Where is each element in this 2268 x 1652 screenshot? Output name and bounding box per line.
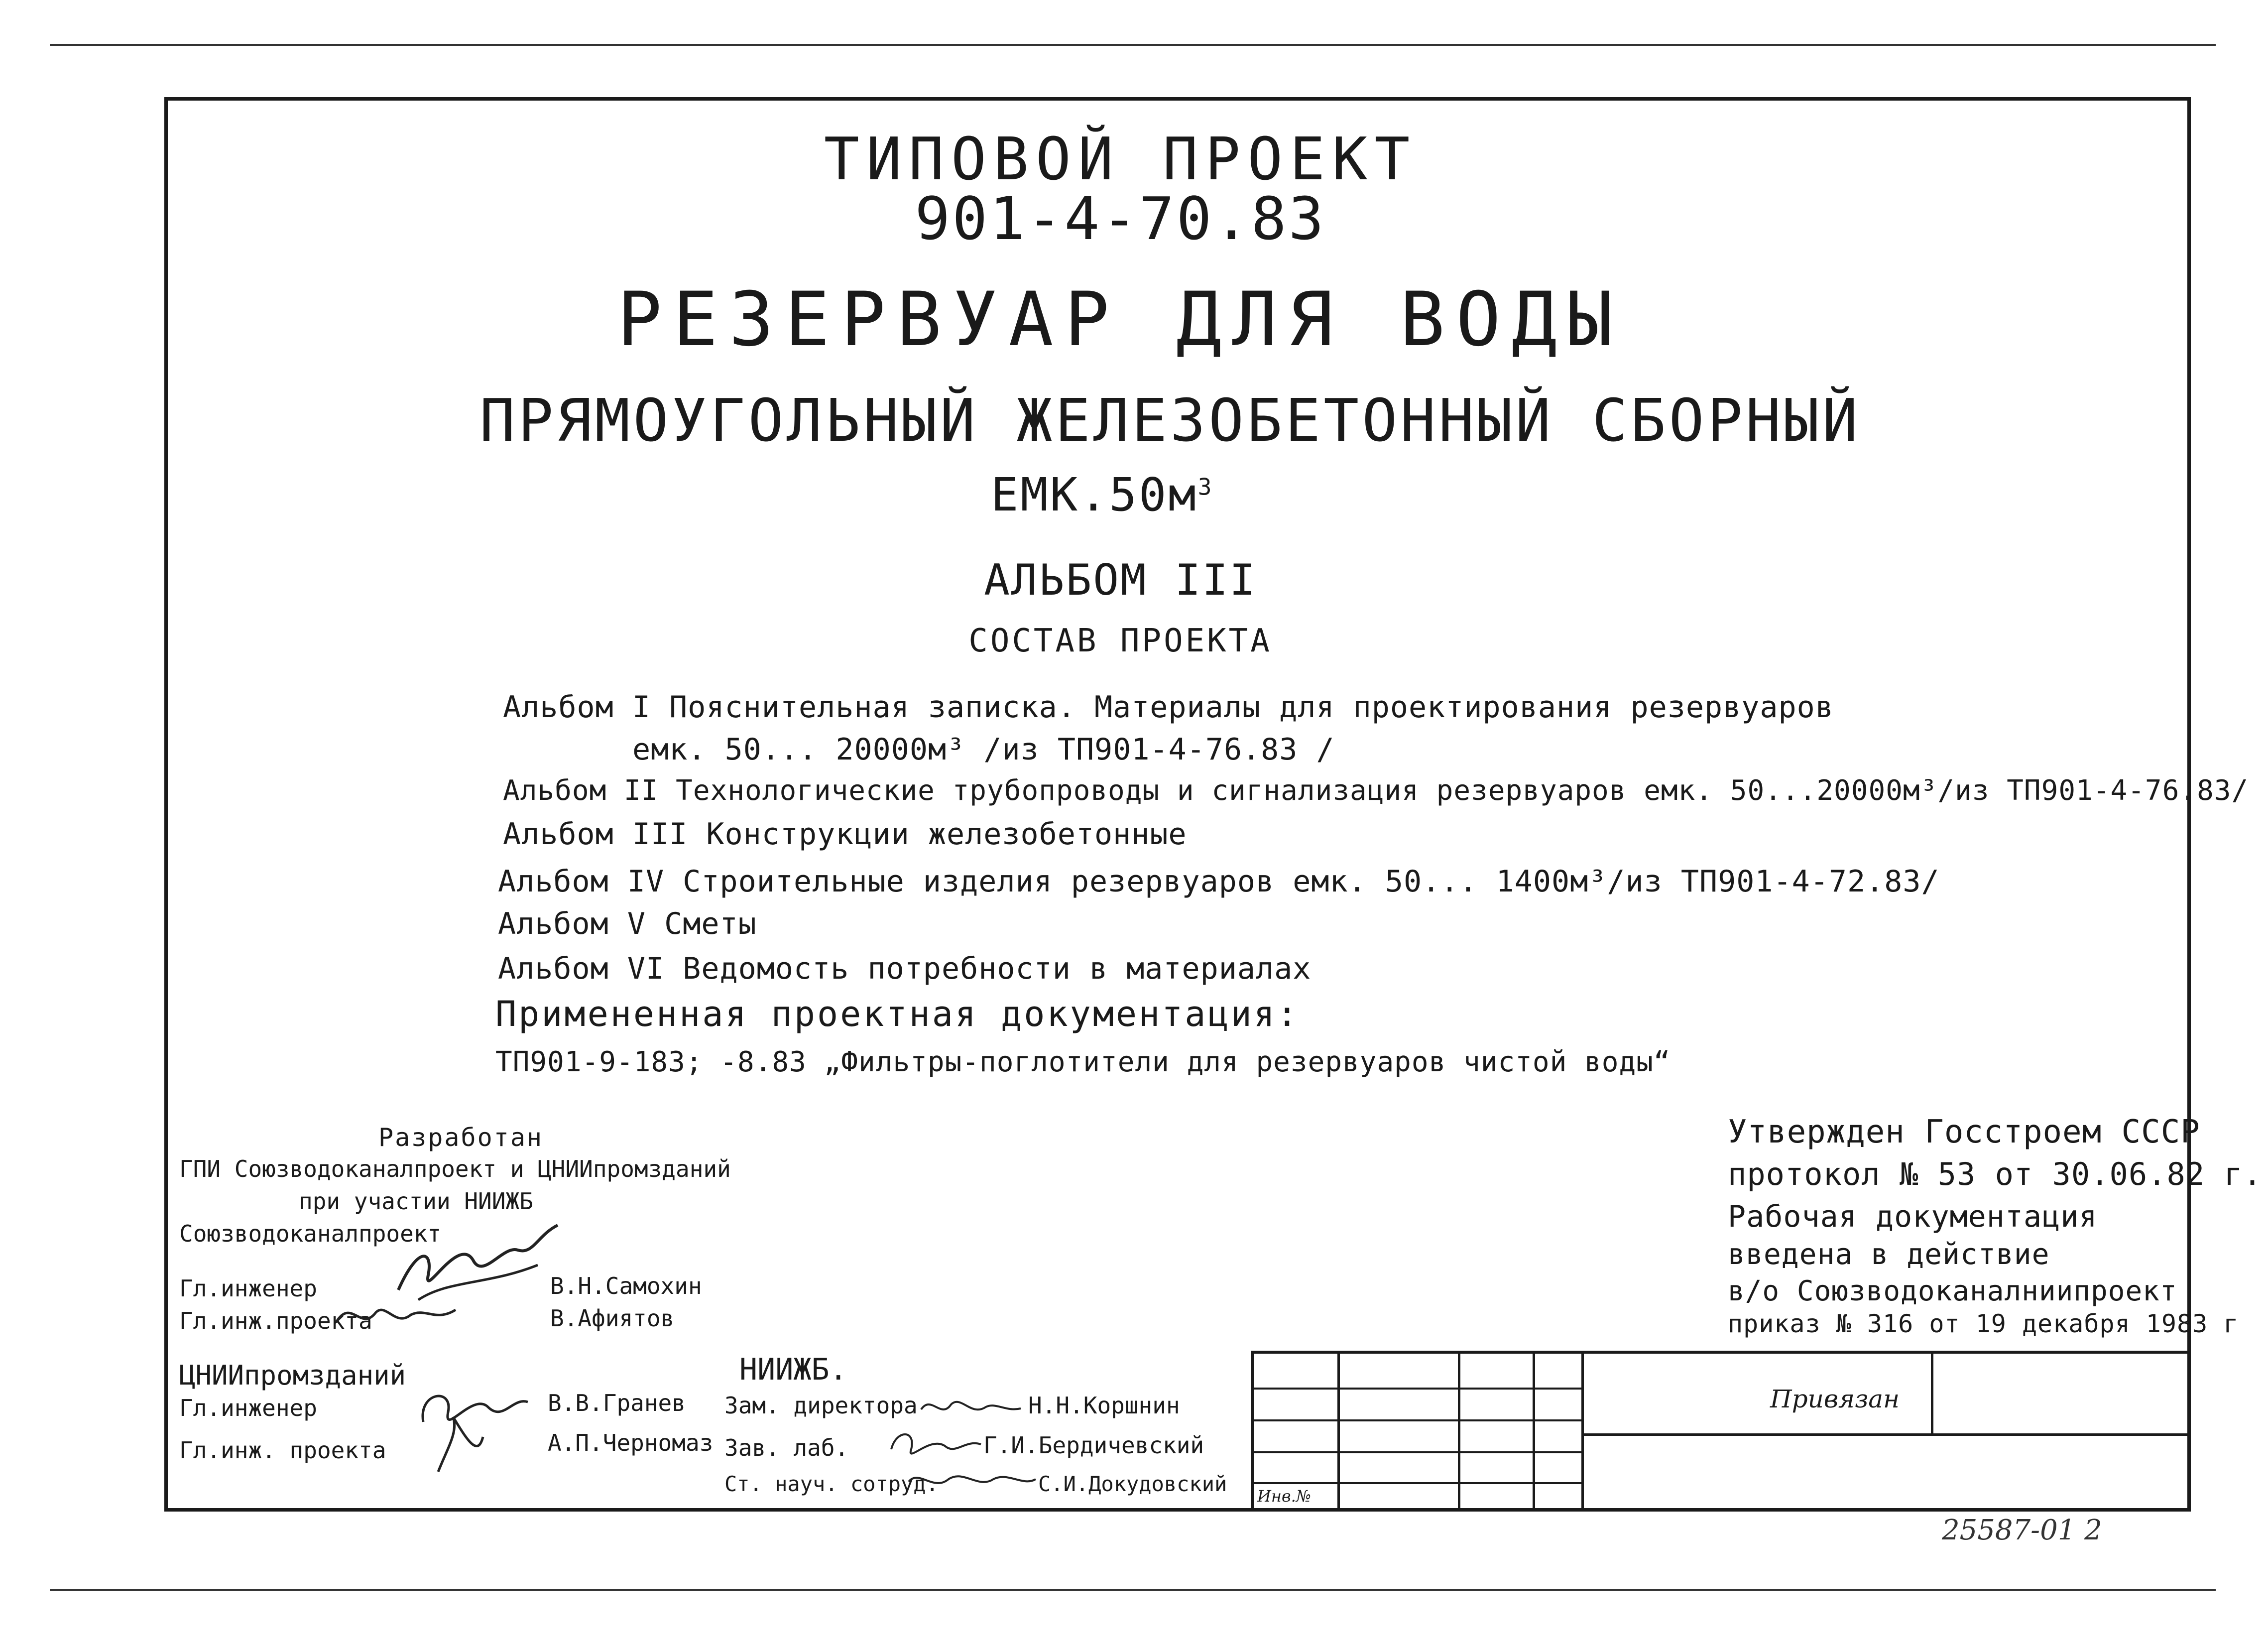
signature-dokudovsky — [904, 1467, 1038, 1497]
album-1 — [503, 690, 1834, 725]
album-1-cont: емк. 50... 20000м³ /из ТП901-4-76.83 / — [632, 732, 1335, 767]
person-name: В.Н.Самохин — [550, 1272, 702, 1299]
developer-heading: Разработан — [378, 1123, 544, 1152]
approval-line: введена в действие — [1728, 1237, 2050, 1271]
album-5-text: Сметы — [664, 906, 757, 941]
applied-docs-text: ТП901-9-183; -8.83 „Фильтры-поглотители для резервуаров чистой воды“ — [495, 1046, 1671, 1078]
person-name: Г.И.Бердичевский — [983, 1432, 1204, 1459]
album-5-label: Альбом V — [498, 906, 646, 941]
capacity-value: ЕМК.50м — [991, 468, 1198, 521]
person-role: Гл.инж. проекта — [179, 1437, 386, 1464]
album-2-label: Альбом II — [503, 774, 659, 807]
subtitle: ПРЯМОУГОЛЬНЫЙ ЖЕЛЕЗОБЕТОННЫЙ СБОРНЫЙ — [479, 386, 1861, 455]
document-number: 25587-01 2 — [1942, 1514, 2102, 1546]
album-4 — [498, 864, 1940, 899]
album-3-text: Конструкции железобетонные — [706, 817, 1187, 852]
approval-line: приказ № 316 от 19 декабря 1983 г — [1728, 1309, 2239, 1338]
org-tsniipromzdaniy: ЦНИИпромзданий — [179, 1360, 406, 1391]
applied-docs-heading: Примененная проектная документация: — [495, 994, 1300, 1034]
signature-korshnin — [916, 1390, 1026, 1424]
album-4-text: Строительные изделия резервуаров емк. 50... 1400м³/из ТП901-4-72.83/ — [683, 864, 1940, 899]
person-role: Ст. науч. сотруд. — [724, 1472, 939, 1496]
signature-afiyatov — [331, 1292, 461, 1337]
privyazan-label: Привязан — [1770, 1385, 1900, 1413]
album-2 — [503, 774, 2249, 807]
album-number: АЛЬБОМ III — [984, 555, 1257, 605]
person-name: С.И.Докудовский — [1038, 1472, 1227, 1496]
album-6 — [498, 951, 1311, 986]
album-5 — [498, 906, 757, 941]
person-role: Гл.инженер — [179, 1275, 317, 1302]
approval-line: в/о Союзводоканалниипроект — [1728, 1275, 2177, 1307]
composition-heading: СОСТАВ ПРОЕКТА — [968, 623, 1272, 659]
developer-participation: при участии НИИЖБ — [299, 1188, 533, 1215]
person-name: А.П.Черномаз — [548, 1429, 714, 1456]
approval-line: Рабочая документация — [1728, 1199, 2098, 1234]
album-6-label: Альбом VI — [498, 951, 665, 986]
album-4-label: Альбом IV — [498, 864, 665, 899]
person-role: Зав. лаб. — [724, 1434, 849, 1461]
approval-line: протокол № 53 от 30.06.82 г. — [1728, 1156, 2263, 1192]
album-1-text: Пояснительная записка. Материалы для проектирования резервуаров — [669, 690, 1834, 725]
album-1-label: Альбом I — [503, 690, 651, 725]
org-soyuzvodokanalproekt: Союзводоканалпроект — [179, 1220, 442, 1247]
scan-edge-top — [50, 44, 2216, 46]
inventory-number-label: Инв.№ — [1257, 1487, 1312, 1506]
main-title: РЕЗЕРВУАР ДЛЯ ВОДЫ — [617, 276, 1624, 363]
person-role: Зам. директора — [724, 1392, 918, 1419]
person-role: Гл.инж.проекта — [179, 1307, 372, 1334]
capacity — [991, 468, 1213, 521]
capacity-superscript: 3 — [1197, 473, 1214, 501]
scan-edge-bottom — [50, 1589, 2216, 1591]
org-niizhb: НИИЖБ. — [739, 1352, 847, 1387]
album-2-text: Технологические трубопроводы и сигнализация резервуаров емк. 50...20000м³/из ТП901-4-76.83/ — [676, 774, 2249, 807]
person-name: Н.Н.Коршнин — [1028, 1392, 1180, 1419]
album-6-text: Ведомость потребности в материалах — [683, 951, 1312, 986]
person-name: В.Афиятов — [550, 1305, 675, 1332]
album-3-label: Альбом III — [503, 817, 688, 852]
signature-granev — [408, 1372, 538, 1482]
approval-line: Утвержден Госстроем СССР — [1728, 1114, 2200, 1150]
stamp-table — [1251, 1351, 2191, 1512]
project-code: 901-4-70.83 — [915, 184, 1326, 253]
signature-berdichevsky — [886, 1424, 986, 1464]
project-type-label: ТИПОВОЙ ПРОЕКТ — [824, 125, 1417, 193]
developer-org: ГПИ Союзводоканалпроект и ЦНИИпромзданий — [179, 1155, 731, 1182]
person-name: В.В.Гранев — [548, 1390, 686, 1416]
person-role: Гл.инженер — [179, 1395, 317, 1421]
album-3 — [503, 817, 1187, 852]
